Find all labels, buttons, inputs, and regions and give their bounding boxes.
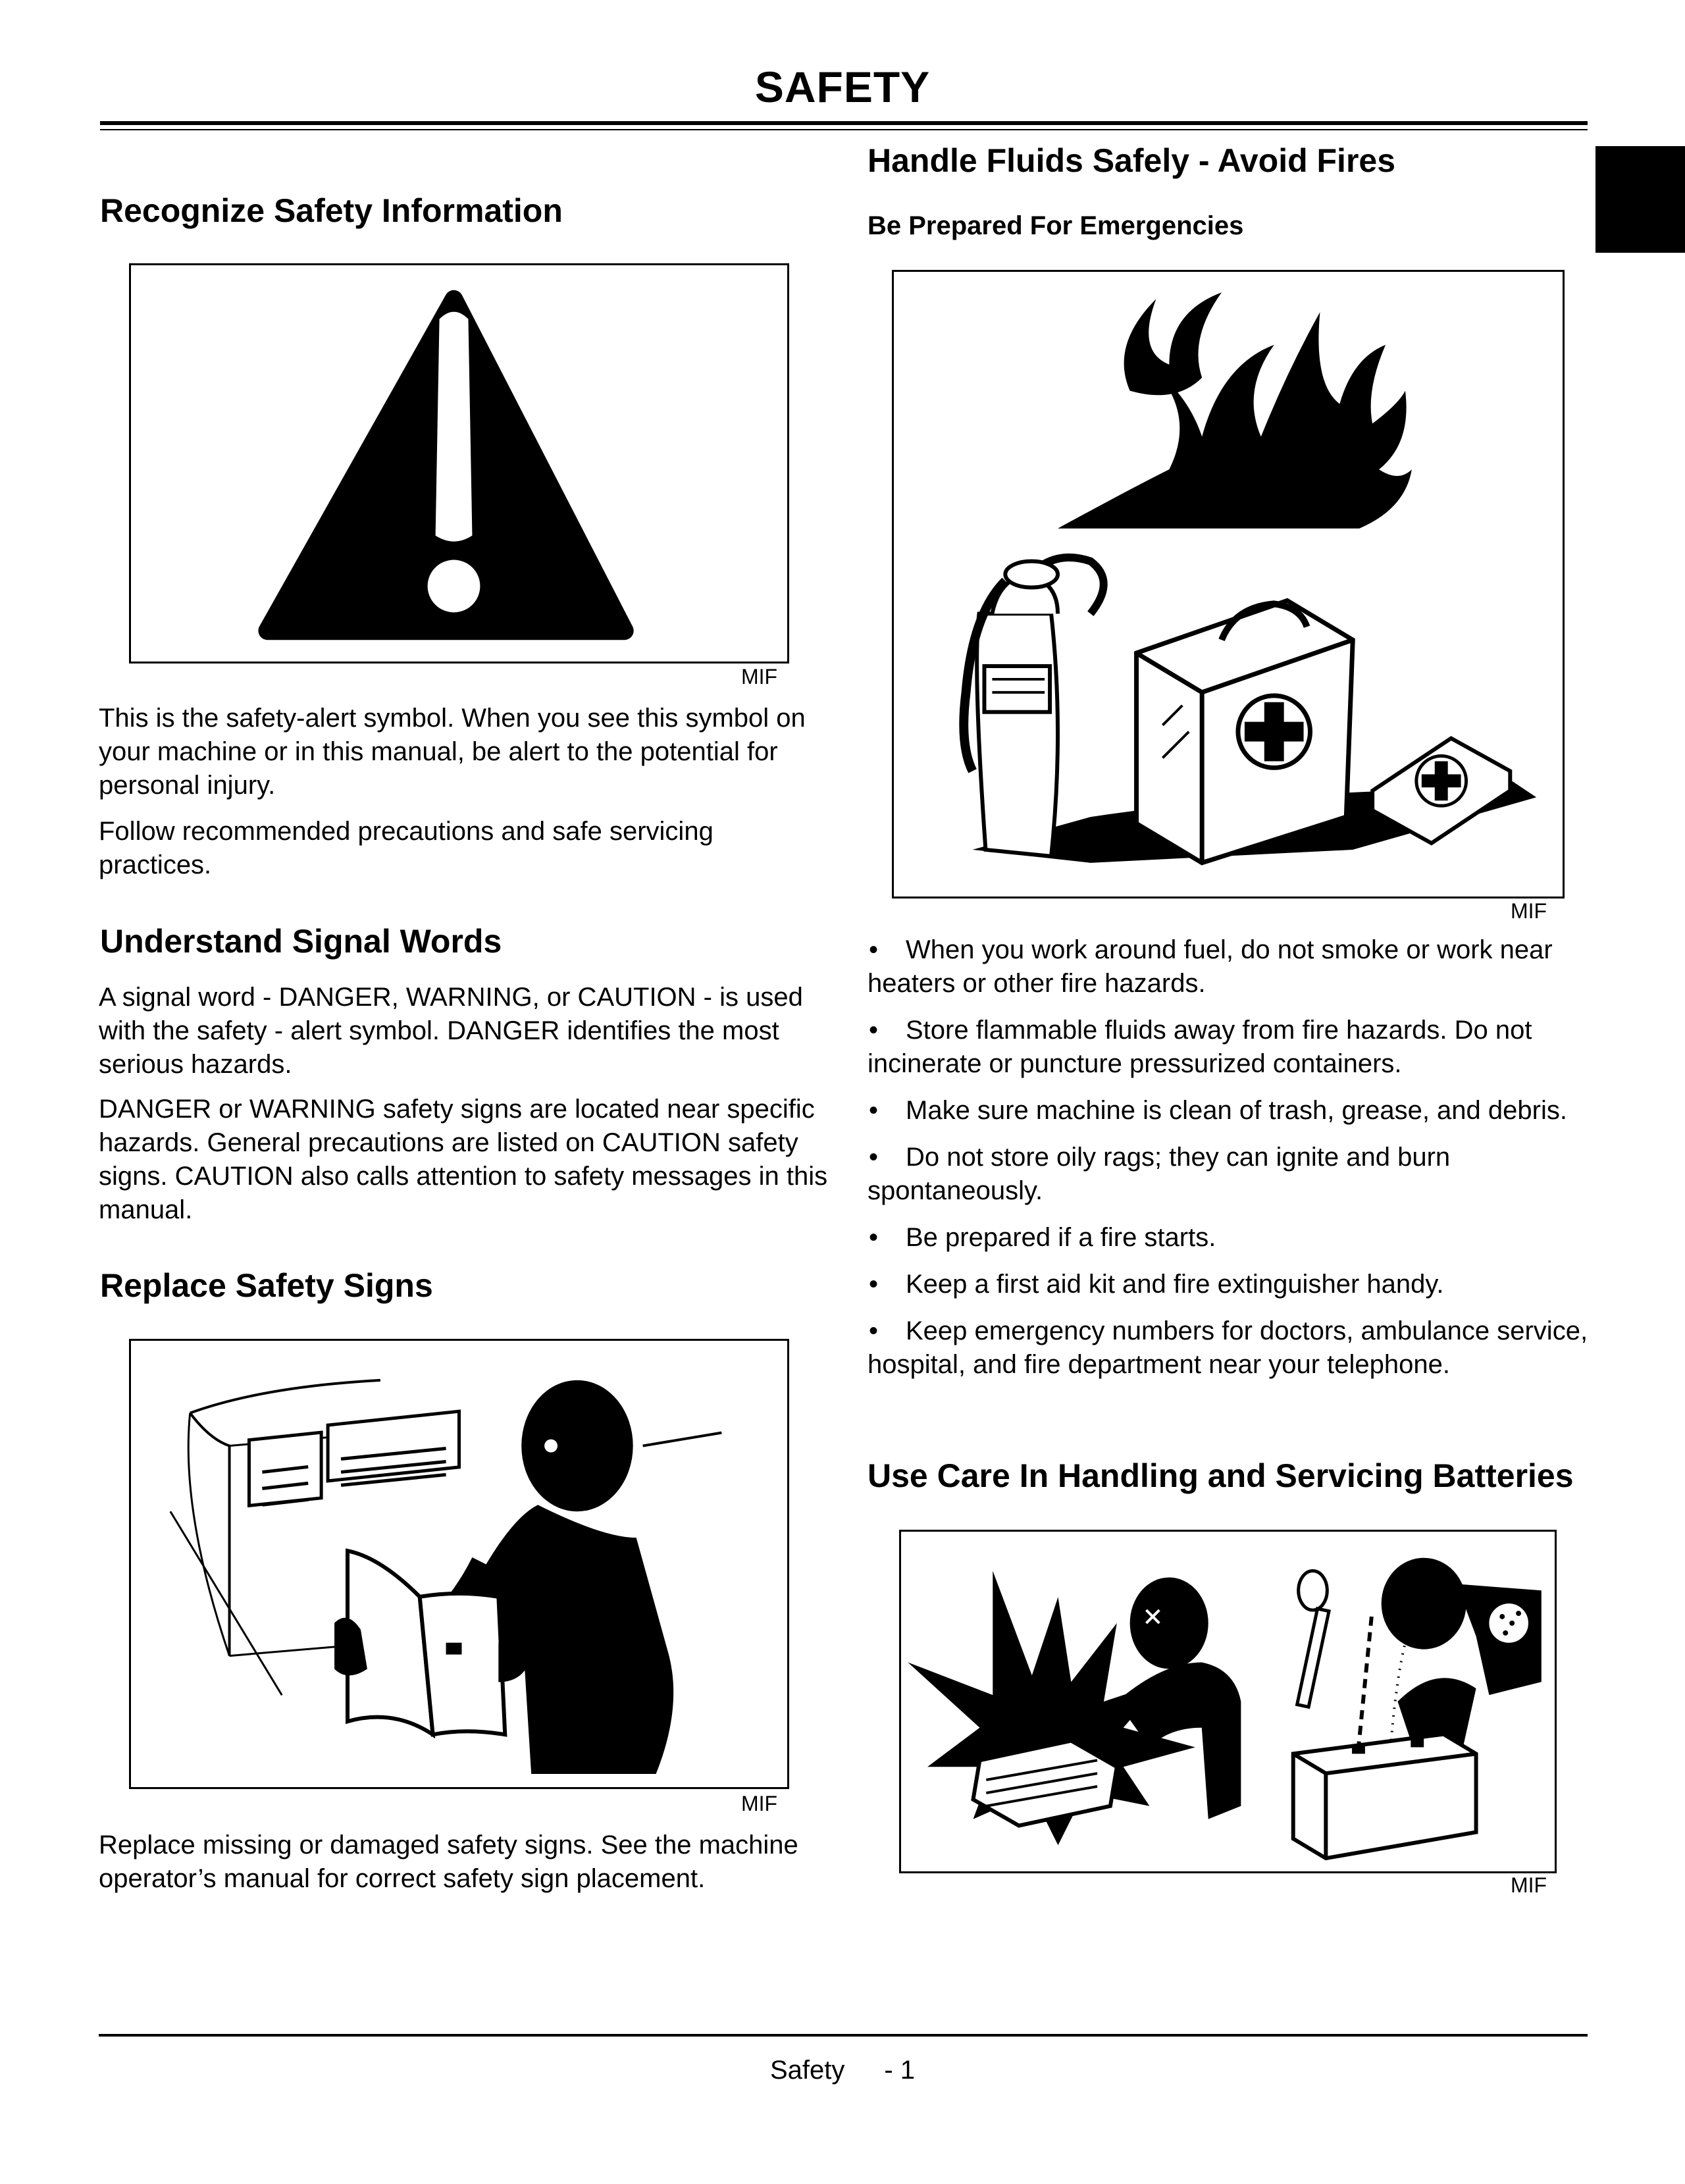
bullet-icon: • (869, 1316, 879, 1345)
heading-replace-signs: Replace Safety Signs (100, 1267, 433, 1304)
heading-signal-words: Understand Signal Words (100, 923, 502, 960)
figure-label: MIF (1511, 899, 1547, 923)
footer-section: Safety (769, 2056, 845, 2085)
heading-handle-fluids: Handle Fluids Safely - Avoid Fires (868, 142, 1396, 179)
figure-safety-alert-symbol (129, 263, 789, 663)
heading-batteries: Use Care In Handling and Servicing Batteries (868, 1457, 1574, 1494)
list-item: • When you work around fuel, do not smoke or work near heaters or other fire hazards. (868, 933, 1592, 1001)
bullet-icon: • (869, 1016, 879, 1045)
figure-battery-hazards (899, 1530, 1557, 1873)
figure-emergency-equipment (892, 270, 1565, 898)
bullet-icon: • (869, 1143, 879, 1172)
list-item: • Keep emergency numbers for doctors, ambulance service, hospital, and fire department near your telephone. (868, 1314, 1592, 1382)
person-reading-manual-icon (131, 1341, 787, 1787)
fire-extinguisher-first-aid-kit-icon (894, 272, 1563, 897)
paragraph: Follow recommended precautions and safe servicing practices. (99, 817, 713, 879)
page-title: SAFETY (754, 63, 931, 111)
safety-alert-triangle-icon (131, 265, 787, 662)
bullet-icon: • (869, 935, 879, 964)
fire-safety-list (868, 933, 1592, 1395)
page-number: - 1 (884, 2056, 916, 2085)
battery-explosion-acid-icon (901, 1532, 1555, 1871)
bullet-icon: • (869, 1096, 879, 1125)
section-thumb-tab (1595, 146, 1685, 253)
footer-rule (99, 2034, 1588, 2037)
subheading-emergencies: Be Prepared For Emergencies (868, 211, 1244, 240)
list-item: • Store flammable fluids away from fire hazards. Do not incinerate or puncture pressurized containers. (868, 1014, 1592, 1081)
figure-replace-safety-signs (129, 1339, 789, 1789)
bullet-icon: • (869, 1270, 879, 1299)
paragraph: Replace missing or damaged safety signs. See the machine operator’s manual for correct safety sign placement. (99, 1831, 798, 1893)
header-rule-thin (100, 129, 1588, 130)
figure-label: MIF (741, 665, 778, 689)
figure-label: MIF (1511, 1873, 1547, 1897)
header-rule (100, 121, 1588, 125)
heading-recognize-safety: Recognize Safety Information (100, 192, 563, 229)
page-footer (0, 2054, 1685, 2087)
list-item: • Be prepared if a fire starts. (868, 1221, 1592, 1255)
list-item: • Keep a first aid kit and fire extinguisher handy. (868, 1268, 1592, 1301)
list-item: • Do not store oily rags; they can ignite and burn spontaneously. (868, 1141, 1592, 1208)
paragraph: DANGER or WARNING safety signs are located near specific hazards. General precautions are listed on CAUTION safety signs. CAUTION also calls attention to safety messages in this manual. (99, 1095, 828, 1224)
paragraph: A signal word - DANGER, WARNING, or CAUTION - is used with the safety - alert symbol. DANGER identifies the most serious hazards. (99, 983, 803, 1079)
list-item: • Make sure machine is clean of trash, grease, and debris. (868, 1094, 1592, 1128)
bullet-icon: • (869, 1223, 879, 1252)
paragraph: This is the safety-alert symbol. When you see this symbol on your machine or in this manual, be alert to the potential for personal injury. (99, 704, 806, 800)
figure-label: MIF (741, 1792, 778, 1815)
